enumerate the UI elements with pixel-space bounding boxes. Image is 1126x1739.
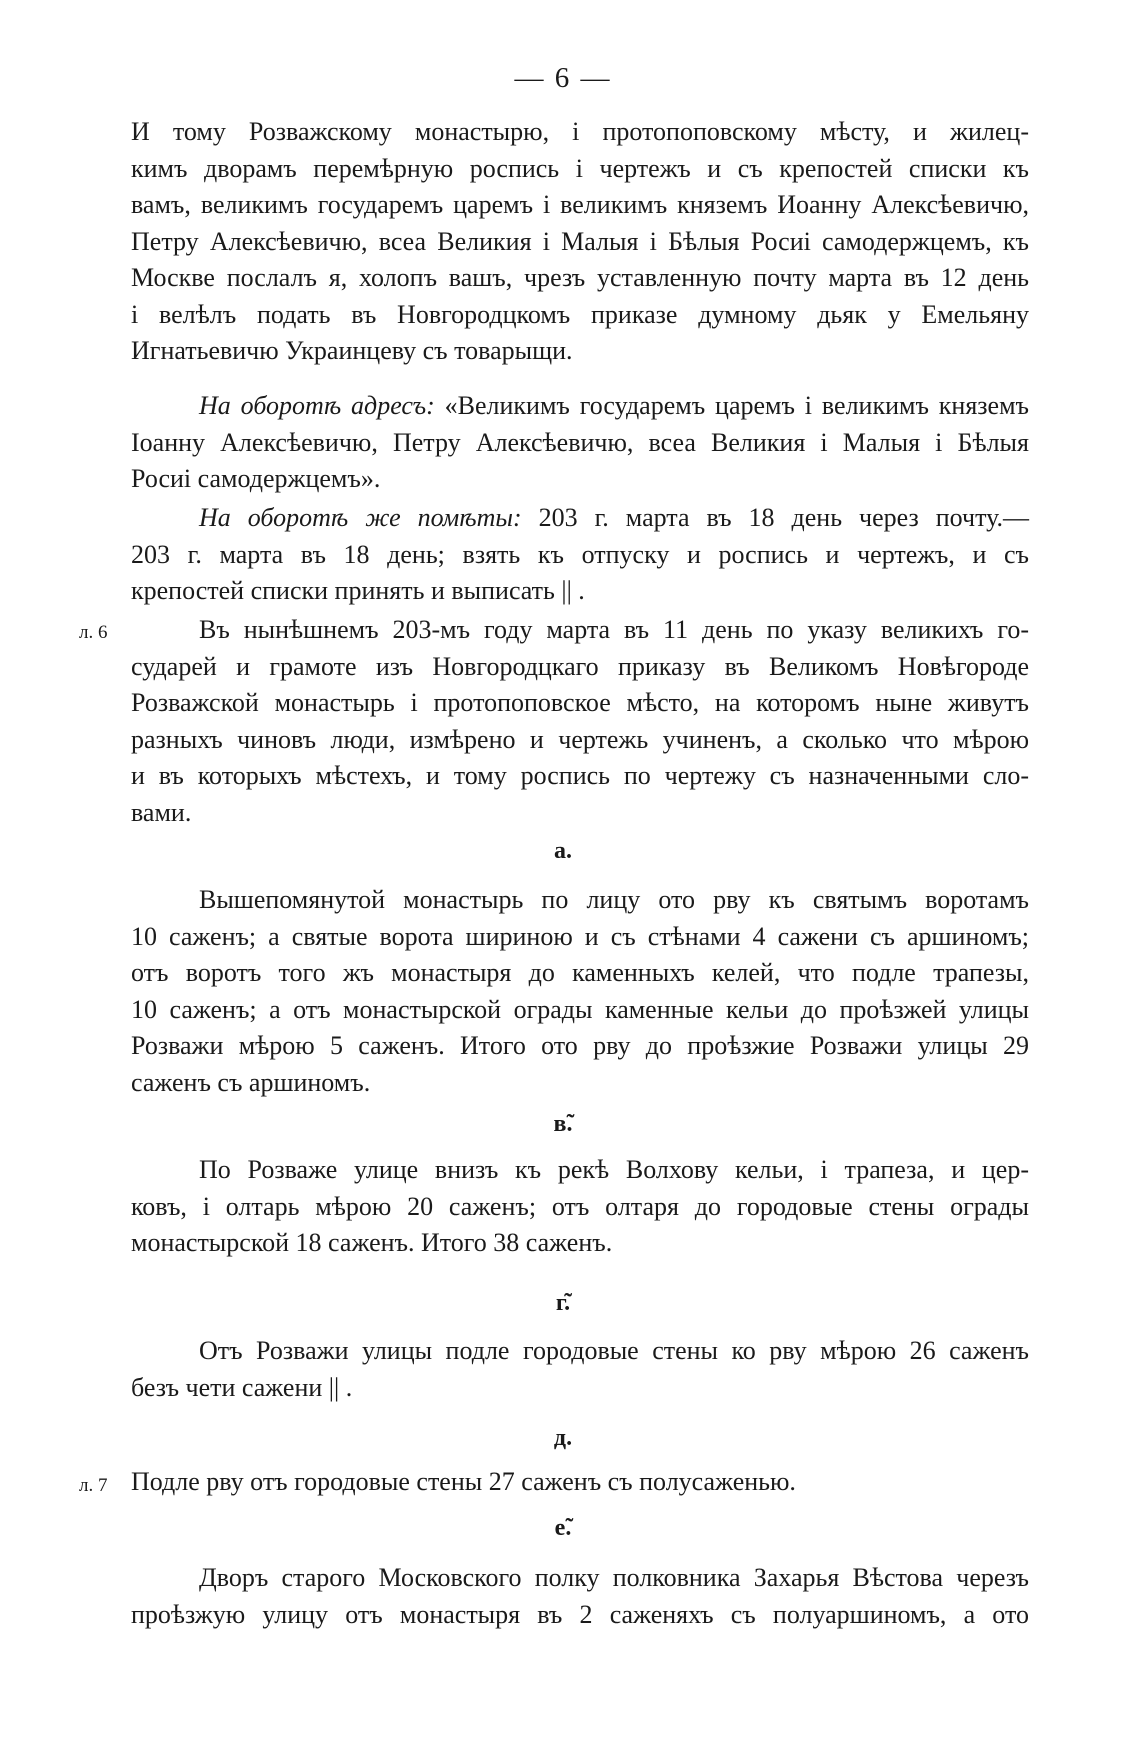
text-line: И тому Розважскому монастырю, і протопоповскому мѣсту, и жилец- [131, 117, 1029, 146]
margin-note-l6: л. 6 [79, 622, 108, 643]
text-line: Дворъ старого Московского полку полковника Захарья Вѣстова черезъ [199, 1563, 1029, 1592]
text-line: и въ которыхъ мѣстехъ, и тому роспись по чертежу съ назначенными сло- [131, 761, 1029, 790]
text-line: 203 г. марта въ 18 день; взять къ отпуску и роспись и чертежъ, и съ [131, 539, 1029, 569]
text-line [131, 500, 1029, 537]
address-text: «Великимъ государемъ царемъ і великимъ княземъ [434, 391, 1029, 420]
text-line: ковъ, і олтарь мѣрою 20 саженъ; отъ олтаря до городовые стены ограды [131, 1191, 1029, 1221]
text-line [131, 388, 1029, 425]
page-number: — 6 — [514, 62, 612, 94]
paragraph-2 [131, 388, 1029, 498]
text-line: саженъ съ аршиномъ. [131, 1067, 371, 1097]
address-label: На оборотѣ адресъ: [199, 391, 435, 420]
text-line: Іоанну Алексѣевичю, Петру Алексѣевичю, всеа Великия і Малыя і Бѣлыя [131, 427, 1029, 457]
paragraph-3 [131, 500, 1029, 610]
notes-label: На оборотѣ же помѣты: [199, 503, 522, 532]
text-line: Отъ Розважи улицы подле городовые стены ко рву мѣрою 26 саженъ [199, 1336, 1029, 1365]
text-line: крепостей списки принять и выписать || . [131, 576, 585, 605]
text-line: По Розваже улице внизъ къ рекѣ Волхову кельи, і трапеза, и цер- [199, 1155, 1029, 1184]
notes-text: 203 г. марта въ 18 день через почту.— [521, 503, 1029, 532]
paragraph-5 [131, 882, 1029, 1101]
paragraph-6 [131, 1152, 1029, 1262]
text-line: безъ чети сажени || . [131, 1372, 353, 1402]
paragraph-9 [131, 1560, 1029, 1633]
text-line: Москве послалъ я, холопъ вашъ, чрезъ уставленную почту марта въ 12 день [131, 263, 1029, 292]
margin-note-l7: л. 7 [79, 1475, 108, 1496]
text-line: сударей и грамоте изъ Новгородцкаго приказу въ Великомъ Новѣгороде [131, 651, 1029, 681]
paragraph-7 [131, 1333, 1029, 1406]
text-line: Росиі самодержцемъ». [131, 464, 381, 493]
text-line: вамъ, великимъ государемъ царемъ і великимъ княземъ Иоанну Алексѣевичю, [131, 190, 1029, 219]
text-line: Розважи мѣрою 5 саженъ. Итого ото рву до проѣзжие Розважи улицы 29 [131, 1031, 1029, 1060]
text-line: Петру Алексѣевичю, всеа Великия і Малыя і Бѣлыя Росиі самодержцемъ, къ [131, 226, 1029, 256]
text-line: Въ нынѣшнемъ 203-мъ году марта въ 11 день по указу великихъ го- [199, 615, 1029, 644]
text-line: вами. [131, 797, 192, 827]
paragraph-4 [131, 612, 1029, 831]
section-letter-g: г̃. [555, 1290, 571, 1316]
section-letter-a: а. [554, 838, 572, 864]
paragraph-1 [131, 114, 1029, 370]
text-line: Вышепомянутой монастырь по лицу ото рву къ святымъ воротамъ [199, 885, 1029, 914]
text-line: 10 саженъ; а святые ворота шириною и съ стѣнами 4 сажени съ аршиномъ; [131, 921, 1029, 951]
paragraph-8 [131, 1464, 1029, 1501]
text-line: отъ воротъ того жъ монастыря до каменныхъ келей, что подле трапезы, [131, 958, 1029, 987]
text-line: 10 саженъ; а отъ монастырской ограды каменные кельи до проѣзжей улицы [131, 994, 1029, 1024]
text-line: Розважской монастырь і протопоповское мѣсто, на которомъ ныне живутъ [131, 688, 1029, 717]
section-letter-v: в̃. [553, 1111, 573, 1137]
text-line: монастырской 18 саженъ. Итого 38 саженъ. [131, 1228, 613, 1257]
text-line: Игнатьевичю Украинцеву съ товарыщи. [131, 336, 573, 365]
section-letter-d: д. [553, 1425, 573, 1451]
text-line: і велѣлъ подать въ Новгородцкомъ приказе думному дьяк у Емельяну [131, 299, 1029, 329]
section-letter-e: е̃. [554, 1515, 572, 1541]
text-line: кимъ дворамъ перемѣрную роспись і чертежъ и съ крепостей списки къ [131, 153, 1029, 183]
text-line: Подле рву отъ городовые стены 27 саженъ съ полусаженью. [131, 1467, 796, 1496]
text-line: проѣзжую улицу отъ монастыря въ 2 саженяхъ съ полуаршиномъ, а ото [131, 1599, 1029, 1629]
text-line: разныхъ чиновъ люди, измѣрено и чертежь учиненъ, а сколько что мѣрою [131, 724, 1029, 754]
